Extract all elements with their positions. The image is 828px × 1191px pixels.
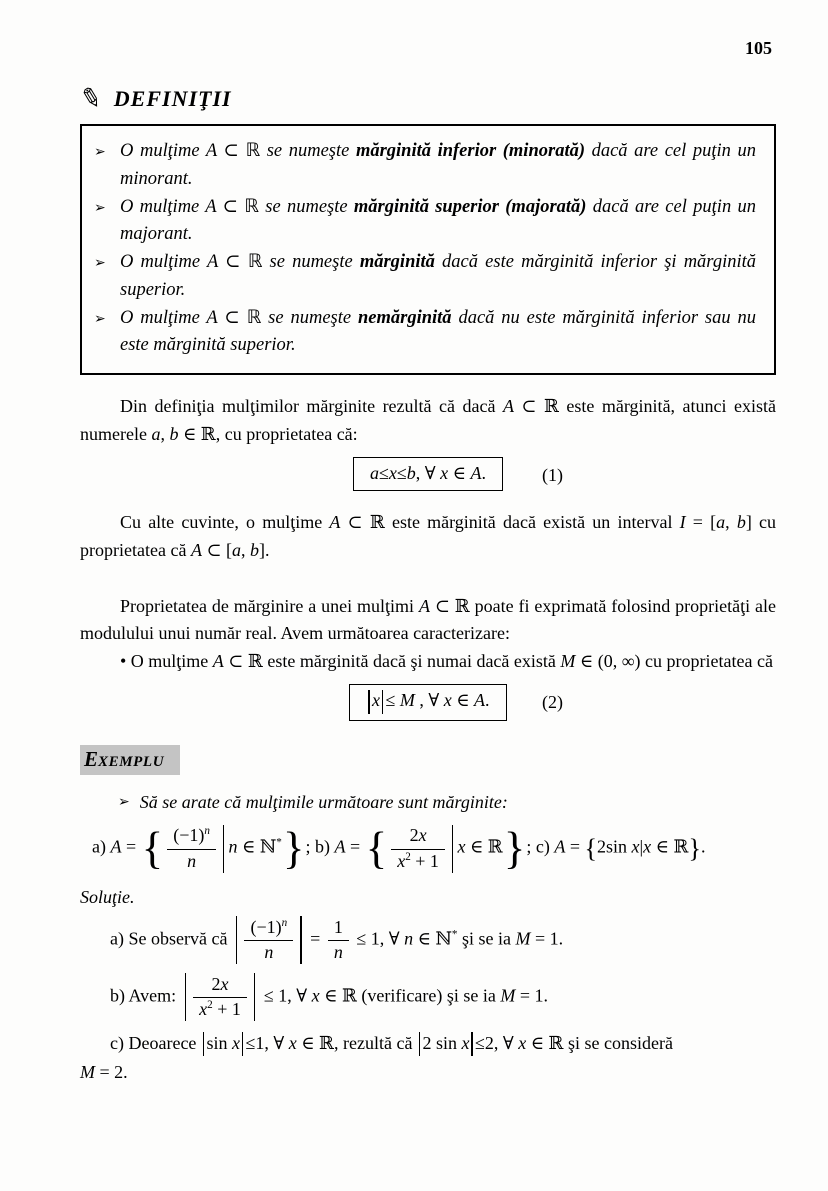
text-segment: 2 [405,850,411,863]
fraction-denominator [391,850,445,873]
definition-text [120,138,756,194]
text-segment: ≤2, ∀ [474,1032,519,1053]
text-segment: n [281,917,288,930]
text-segment: x [388,462,397,483]
text-segment: b [250,539,260,560]
definition-item-bounded-above [94,194,756,250]
text-segment: O mulţime [120,141,206,161]
fraction [167,824,216,873]
definition-item-bounded [94,249,756,305]
text-segment: ⊂ ℝ este mărginită, atunci există numerele [80,396,776,444]
arrow-bullet-icon: ➢ [94,310,106,327]
fraction-denominator [328,941,349,964]
text-segment: ∈ (0, ∞) cu proprietatea că [575,651,773,672]
text-segment: x [518,1032,527,1053]
vertical-bar-icon [368,690,370,714]
vertical-bar-icon [203,1032,205,1056]
text-segment: Din definiţia mulţimilor mărginite rezultă că dacă [120,396,503,416]
vertical-bar-icon [419,1032,421,1056]
text-segment: ∈ ℕ [413,928,452,949]
text-segment: n [187,850,197,871]
text-segment: = [345,836,365,857]
text-segment: + 1 [212,999,241,1020]
fraction [391,824,445,873]
fraction-denominator [193,998,247,1021]
text-segment: a [151,423,161,444]
solution-line-c [80,1030,776,1058]
set-brace: { [365,823,388,874]
fraction-denominator [244,941,293,964]
text-segment: O mulţime [120,307,207,328]
text-segment: dacă nu este mărginită inferior sau nu este mărginită superior. [120,307,757,356]
text-segment: n [204,825,210,838]
example-prompt-text: Să se arate că mulţimile următoare sunt mărginite: [139,792,508,813]
text-segment: x [443,690,452,711]
definition-item-bounded-below [94,138,756,194]
set-brace: } [503,823,526,874]
text-segment: x [288,1032,297,1053]
text-segment: M [80,1062,95,1083]
formula-1-box [353,457,503,491]
text-segment: x [457,836,466,857]
text-segment: x [231,1032,240,1053]
text-segment: (−1) [173,825,205,846]
formula-2-box [349,684,506,721]
fraction-numerator [244,916,293,941]
text-segment: b [406,462,416,483]
vertical-bar-icon [185,973,187,1021]
text-segment: I [679,511,686,532]
solution-line-c-conclusion [80,1059,776,1087]
text-segment: 2 [211,973,221,994]
text-segment: ; c) [526,836,555,857]
text-segment: = [ [685,511,717,532]
text-segment: , ∀ [415,462,441,483]
text-segment: (−1) [250,917,282,938]
text-segment: ∈ ℝ şi se consideră [526,1032,673,1053]
text-segment: 2 [409,825,419,846]
text-segment: . [485,690,490,711]
vertical-bar-icon [471,1032,473,1056]
text-segment: a) [92,836,111,857]
text-segment: Proprietatea de mărginire a unei mulţimi [120,595,419,616]
text-segment: a [716,511,726,532]
text-segment: dacă este mărginită inferior şi mărginită superior. [120,252,756,300]
text-segment: dacă are cel puţin un majorant. [120,196,756,245]
text-segment: + 1 [410,850,439,871]
text-segment: , [160,423,170,444]
text-segment: = 1. [530,928,564,949]
text-segment: ∈ ℝ (verificare) şi se ia [319,985,501,1006]
solution-line-a [80,916,776,965]
vertical-bar-icon [236,916,238,964]
pen-marker-icon: ✎ [76,81,106,117]
definition-text [120,305,756,361]
text-segment: ∈ ℝ [651,836,689,857]
text-segment: A [206,252,218,272]
definition-text [120,249,756,305]
text-segment: = [305,928,325,949]
text-segment: • O mulţime [120,651,213,672]
text-segment: A [205,141,217,161]
text-segment: ∈ ℝ, cu proprietatea că: [178,423,358,444]
text-segment: nemărginită [358,307,452,328]
formula-2-label: (2) [542,692,563,713]
example-prompt [80,789,776,816]
text-segment: O mulţime [120,196,206,217]
text-segment: M [399,690,415,711]
text-segment: mărginită inferior (minorată) [355,141,585,161]
fraction [193,973,247,1022]
text-segment: ∈ ℕ [237,836,277,857]
text-segment: b [736,511,746,532]
text-segment: A [212,651,224,672]
text-segment: ≤ [396,462,407,483]
text-segment: , [241,539,251,560]
paragraph-characterization [80,648,776,676]
text-segment: mărginită superior (majorată) [353,196,587,217]
text-segment: x [631,836,640,857]
formula-2-row [80,684,776,721]
text-segment: = [565,836,585,857]
text-segment: , ∀ [414,690,444,711]
text-segment: A [329,511,341,532]
arrow-bullet-icon: ➢ [118,794,130,811]
text-segment: 2 [207,999,213,1012]
arrow-bullet-icon: ➢ [94,199,106,216]
page-number: 105 [745,38,772,58]
example-section-heading [80,745,776,775]
fraction-denominator [167,850,216,873]
example-heading-highlight [80,745,180,775]
text-segment: ⊂ [ [201,539,233,560]
text-segment: = [121,836,141,857]
text-segment: * [276,836,282,849]
fraction [328,916,349,965]
text-segment: ⊂ ℝ se numeşte [217,307,358,328]
text-segment: b) Avem: [110,985,181,1006]
paragraph-modulus [80,593,776,649]
text-segment: | [639,836,644,857]
text-segment: * [451,928,458,941]
text-segment: n [228,836,238,857]
text-segment: a) Se observă că [110,928,232,949]
text-segment: n [404,928,414,949]
text-segment: M [500,985,516,1006]
text-segment: sin [206,1032,232,1053]
paragraph-interval [80,509,776,565]
text-segment: a [232,539,242,560]
text-segment: x [440,462,449,483]
text-segment: ⊂ ℝ este mărginită dacă există un interval [340,511,680,532]
text-segment: A [206,307,218,328]
fraction-numerator: 1 [328,916,349,941]
text-segment: x [461,1032,470,1053]
text-segment: ] cu proprietatea că [80,511,776,560]
example-sets-line [80,824,776,873]
fraction [244,916,293,965]
text-segment: , [725,511,737,532]
text-segment: ⊂ ℝ se numeşte [216,141,356,161]
set-brace: { [584,833,598,863]
fraction-numerator [391,824,445,849]
definition-item-unbounded [94,305,756,361]
fraction-numerator [193,973,247,998]
page-content [76,0,777,1087]
text-segment: ≤ [385,690,400,711]
solution-line-b [80,973,776,1022]
text-segment: x [418,825,427,846]
vertical-bar-icon [300,916,302,964]
paragraph-bounded-consequence [80,393,776,449]
text-segment: ≤1, ∀ [245,1032,289,1053]
example-heading-rest: XEMPLU [98,754,165,771]
text-segment: ∈ [451,690,475,711]
vertical-bar-icon [242,1032,244,1056]
formula-1-label: (1) [542,464,563,485]
text-segment: 2sin [597,836,632,857]
text-segment: . [700,836,706,857]
text-segment: x [371,690,380,711]
text-segment: A [474,690,486,711]
text-segment: Cu alte cuvinte, o mulţime [120,511,330,532]
fraction-numerator [167,824,216,849]
text-segment: mărginită [359,252,435,272]
set-brace: } [282,823,305,874]
definitions-heading [76,81,776,117]
definitions-title: DEFINIŢII [113,86,232,111]
text-segment: ⊂ ℝ este mărginită dacă şi numai dacă există [223,651,561,672]
text-segment: n [264,942,274,963]
arrow-bullet-icon: ➢ [94,255,106,271]
text-segment: A [110,836,122,857]
text-segment: ⊂ ℝ se numeşte [216,196,354,217]
vertical-bar-icon [223,825,225,873]
text-segment: ∈ ℝ [465,836,503,857]
text-segment: A [334,836,346,857]
text-segment: ; b) [305,836,335,857]
text-segment: . [481,462,486,483]
text-segment: şi se ia [457,928,516,949]
text-segment: n [333,942,343,963]
text-segment: c) Deoarece [110,1032,201,1053]
formula-1-row [80,457,776,491]
text-segment: M [560,651,576,672]
arrow-bullet-icon: ➢ [94,144,106,160]
vertical-bar-icon [254,973,256,1021]
example-heading-capital: E [84,747,99,772]
text-segment: A [554,836,566,857]
text-segment: a [370,462,379,483]
definitions-box [80,124,776,375]
definition-text [120,194,756,250]
text-segment: O mulţime [120,252,207,272]
solution-title: Soluţie. [80,887,135,908]
vertical-bar-icon [452,825,454,873]
text-segment: x [397,850,406,871]
text-segment: A [190,539,202,560]
text-segment: A [502,396,514,416]
text-segment: x [643,836,652,857]
text-segment: ⊂ ℝ se numeşte [217,252,360,272]
text-segment: ≤ [379,462,389,483]
text-segment: x [199,999,208,1020]
vertical-bar-icon [382,690,384,714]
text-segment: A [205,196,217,217]
text-segment: ]. [259,539,270,560]
text-segment: A [470,462,482,483]
text-segment: M [515,928,531,949]
text-segment: b [169,423,179,444]
text-segment: 2 sin [422,1032,462,1053]
text-segment: ≤ 1, ∀ [351,928,405,949]
set-brace: } [688,833,701,863]
text-segment: x [220,973,229,994]
text-segment: ≤ 1, ∀ [259,985,312,1006]
text-segment: ⊂ ℝ poate fi exprimată folosind proprietăţi ale modulului unui număr real. Avem următoarea caracterizare: [80,595,777,644]
text-segment: ∈ [448,462,471,483]
text-segment: x [311,985,320,1006]
text-segment: = 1. [515,985,548,1006]
set-brace: { [141,823,164,874]
text-segment: A [418,595,430,616]
text-segment: = 2. [95,1062,128,1083]
text-segment: dacă are cel puţin un minorant. [120,141,756,189]
text-segment: ∈ ℝ, rezultă că [296,1032,417,1053]
